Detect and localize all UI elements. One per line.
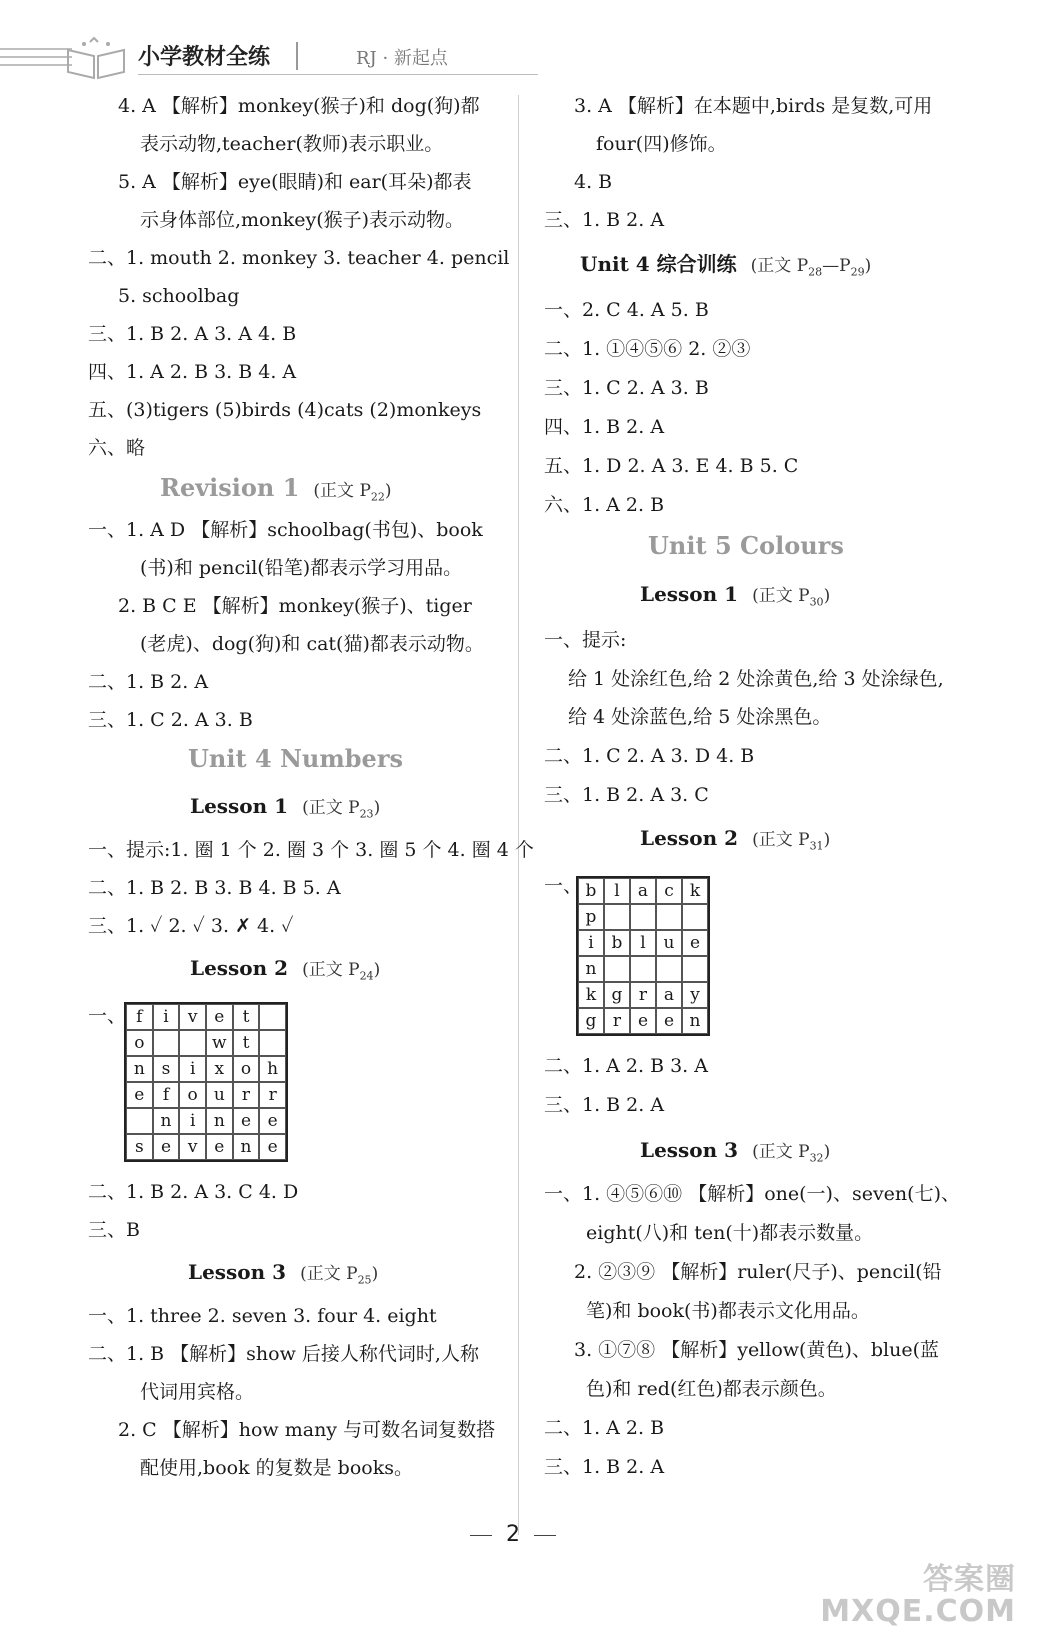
answer-line: 二、1. A 2. B: [544, 1417, 665, 1439]
grid-cell: u: [656, 930, 682, 956]
page-ref: (正文 $P_{22}$): [313, 481, 392, 504]
grid-cell: i: [578, 930, 604, 956]
answer-line: 二、1. B 2. A: [88, 671, 209, 693]
answer-line: 2. C 【解析】how many 与可数名词复数搭: [118, 1419, 496, 1441]
grid-cell: b: [578, 878, 604, 904]
revision-title: Revision 1: [160, 473, 300, 502]
question-label: 一、: [544, 875, 583, 897]
grid-cell: r: [604, 1008, 630, 1034]
grid-cell: y: [682, 982, 708, 1008]
header-separator: [296, 42, 298, 70]
answer-line: 三、1. B 2. A 3. A 4. B: [88, 323, 297, 345]
book-title: 小学教材全练: [138, 45, 271, 70]
page-number: 2: [456, 1522, 570, 1547]
grid-cell: [179, 1030, 206, 1056]
column-divider: [518, 95, 519, 1535]
answer-line: 一、提示:: [544, 629, 627, 651]
answer-line: 色)和 red(红色)都表示颜色。: [586, 1378, 837, 1400]
lesson-heading: Lesson 2 (正文 $P_{24}$): [190, 956, 381, 983]
grid-cell: x: [206, 1056, 233, 1082]
grid-cell: [682, 904, 708, 930]
answer-line: 三、1. B 2. A 3. C: [544, 784, 709, 806]
answer-line: 二、1. mouth 2. monkey 3. teacher 4. pencil: [88, 247, 510, 269]
grid-cell: f: [126, 1004, 153, 1030]
unit-title: Unit 4 Numbers: [188, 744, 403, 773]
grid-cell: b: [604, 930, 630, 956]
grid-cell: s: [153, 1056, 180, 1082]
section-heading-unit5: Unit 5 Colours: [648, 531, 844, 560]
lesson-heading: Lesson 3 (正文 $P_{25}$): [188, 1260, 379, 1287]
answer-line: 五、1. D 2. A 3. E 4. B 5. C: [544, 455, 799, 477]
grid-cell: [259, 1030, 286, 1056]
answer-line: 4. A 【解析】monkey(猴子)和 dog(狗)都: [118, 95, 480, 117]
answer-line: 配使用,book 的复数是 books。: [140, 1457, 413, 1479]
grid-cell: e: [126, 1082, 153, 1108]
header-underline: [138, 74, 538, 75]
answer-line: 一、提示:1. 圈 1 个 2. 圈 3 个 3. 圈 5 个 4. 圈 4 个: [88, 839, 534, 861]
edition-label: RJ · 新起点: [356, 48, 448, 69]
grid-cell: h: [259, 1056, 286, 1082]
answer-line: (老虎)、dog(狗)和 cat(猫)都表示动物。: [140, 633, 484, 655]
grid-cell: o: [179, 1082, 206, 1108]
grid-cell: [682, 956, 708, 982]
answer-line: four(四)修饰。: [596, 133, 727, 155]
section-heading-unit4: [188, 744, 403, 773]
answer-line: 六、1. A 2. B: [544, 494, 665, 516]
answer-line: 一、1. ④⑤⑥⑩ 【解析】one(一)、seven(七)、: [544, 1183, 960, 1205]
answer-line: 一、2. C 4. A 5. B: [544, 299, 709, 321]
answer-line: 三、1. C 2. A 3. B: [544, 377, 709, 399]
answer-line: 2. B C E 【解析】monkey(猴子)、tiger: [118, 595, 472, 617]
grid-cell: [259, 1004, 286, 1030]
grid-cell: u: [206, 1082, 233, 1108]
grid-cell: o: [126, 1030, 153, 1056]
grid-cell: n: [126, 1056, 153, 1082]
grid-cell: [604, 956, 630, 982]
grid-cell: n: [682, 1008, 708, 1034]
answer-line: 三、1. B 2. A: [544, 1094, 665, 1116]
answer-line: 三、B: [88, 1219, 140, 1241]
grid-cell: g: [604, 982, 630, 1008]
answer-line: 一、1. three 2. seven 3. four 4. eight: [88, 1305, 437, 1327]
grid-cell: [126, 1108, 153, 1134]
answer-line: 六、略: [88, 437, 146, 459]
lesson-heading: Lesson 1 (正文 $P_{23}$): [190, 794, 381, 821]
grid-cell: e: [630, 1008, 656, 1034]
lesson-heading: Lesson 2 (正文 $P_{31}$): [640, 826, 831, 853]
grid-cell: e: [233, 1108, 260, 1134]
answer-line: 二、1. B 【解析】show 后接人称代词时,人称: [88, 1343, 479, 1365]
grid-cell: e: [656, 1008, 682, 1034]
answer-line: 表示动物,teacher(教师)表示职业。: [140, 133, 444, 155]
grid-cell: [153, 1030, 180, 1056]
answer-line: 给 1 处涂红色,给 2 处涂黄色,给 3 处涂绿色,: [568, 668, 944, 690]
lesson-heading: Lesson 3 (正文 $P_{32}$): [640, 1138, 831, 1165]
grid-cell: t: [233, 1004, 260, 1030]
grid-cell: n: [206, 1108, 233, 1134]
answer-line: 二、1. B 2. B 3. B 4. B 5. A: [88, 877, 341, 899]
answer-line: 三、1. B 2. A: [544, 209, 665, 231]
grid-cell: l: [604, 878, 630, 904]
grid-cell: n: [153, 1108, 180, 1134]
section-heading-revision1: [160, 473, 392, 509]
word-search-grid-numbers: [124, 1002, 288, 1162]
answer-line: 3. A 【解析】在本题中,birds 是复数,可用: [574, 95, 933, 117]
answer-line: 示身体部位,monkey(猴子)表示动物。: [140, 209, 465, 231]
grid-cell: s: [126, 1134, 153, 1160]
answer-line: 二、1. B 2. A 3. C 4. D: [88, 1181, 299, 1203]
question-label: 一、: [88, 1005, 127, 1027]
grid-cell: k: [682, 878, 708, 904]
grid-cell: a: [630, 878, 656, 904]
grid-cell: k: [578, 982, 604, 1008]
grid-cell: r: [630, 982, 656, 1008]
page-header: [0, 30, 560, 86]
answer-line: 一、1. A D 【解析】schoolbag(书包)、book: [88, 519, 483, 541]
grid-cell: e: [206, 1004, 233, 1030]
grid-cell: e: [259, 1108, 286, 1134]
grid-cell: t: [233, 1030, 260, 1056]
grid-cell: o: [233, 1056, 260, 1082]
grid-cell: [656, 904, 682, 930]
grid-cell: v: [179, 1004, 206, 1030]
grid-cell: [630, 956, 656, 982]
grid-cell: v: [179, 1134, 206, 1160]
grid-cell: e: [153, 1134, 180, 1160]
word-search-grid-colours: [576, 876, 710, 1036]
grid-cell: i: [179, 1056, 206, 1082]
grid-cell: g: [578, 1008, 604, 1034]
header-decor-lines: [0, 48, 72, 72]
grid-cell: w: [206, 1030, 233, 1056]
answer-line: 四、1. B 2. A: [544, 416, 665, 438]
grid-cell: r: [259, 1082, 286, 1108]
answer-line: 三、1. C 2. A 3. B: [88, 709, 253, 731]
answer-line: eight(八)和 ten(十)都表示数量。: [586, 1222, 874, 1244]
answer-line: 笔)和 book(书)都表示文化用品。: [586, 1300, 870, 1322]
grid-cell: e: [206, 1134, 233, 1160]
grid-cell: a: [656, 982, 682, 1008]
answer-line: (书)和 pencil(铅笔)都表示学习用品。: [140, 557, 463, 579]
answer-line: 五、(3)tigers (5)birds (4)cats (2)monkeys: [88, 399, 482, 421]
answer-line: 5. A 【解析】eye(眼睛)和 ear(耳朵)都表: [118, 171, 472, 193]
answer-line: 4. B: [574, 171, 613, 193]
grid-cell: e: [259, 1134, 286, 1160]
grid-cell: l: [630, 930, 656, 956]
grid-cell: [604, 904, 630, 930]
grid-cell: i: [153, 1004, 180, 1030]
grid-cell: f: [153, 1082, 180, 1108]
answer-line: 给 4 处涂蓝色,给 5 处涂黑色。: [568, 706, 832, 728]
grid-cell: n: [233, 1134, 260, 1160]
answer-line: 代词用宾格。: [140, 1381, 255, 1403]
section-heading-unit4-review: Unit 4 综合训练 (正文 $P_{28}—P_{29}$): [580, 252, 872, 279]
grid-cell: n: [578, 956, 604, 982]
open-book-icon: [64, 36, 128, 80]
answer-line: 三、1. B 2. A: [544, 1456, 665, 1478]
grid-cell: r: [233, 1082, 260, 1108]
answer-line: 2. ②③⑨ 【解析】ruler(尺子)、pencil(铅: [574, 1261, 942, 1283]
answer-line: 二、1. A 2. B 3. A: [544, 1055, 708, 1077]
grid-cell: c: [656, 878, 682, 904]
watermark-logo: 答案圈 MXQE.COM: [820, 1562, 1016, 1629]
lesson-heading: Lesson 1 (正文 $P_{30}$): [640, 582, 831, 609]
answer-line: 3. ①⑦⑧ 【解析】yellow(黄色)、blue(蓝: [574, 1339, 939, 1361]
grid-cell: e: [682, 930, 708, 956]
answer-line: 四、1. A 2. B 3. B 4. A: [88, 361, 297, 383]
grid-cell: [630, 904, 656, 930]
answer-line: 二、1. C 2. A 3. D 4. B: [544, 745, 755, 767]
answer-line: 5. schoolbag: [118, 285, 240, 307]
grid-cell: i: [179, 1108, 206, 1134]
grid-cell: [656, 956, 682, 982]
answer-line: 三、1. ✓ 2. ✓ 3. ✗ 4. ✓: [88, 915, 294, 937]
answer-line: 二、1. ①④⑤⑥ 2. ②③: [544, 338, 751, 360]
grid-cell: p: [578, 904, 604, 930]
